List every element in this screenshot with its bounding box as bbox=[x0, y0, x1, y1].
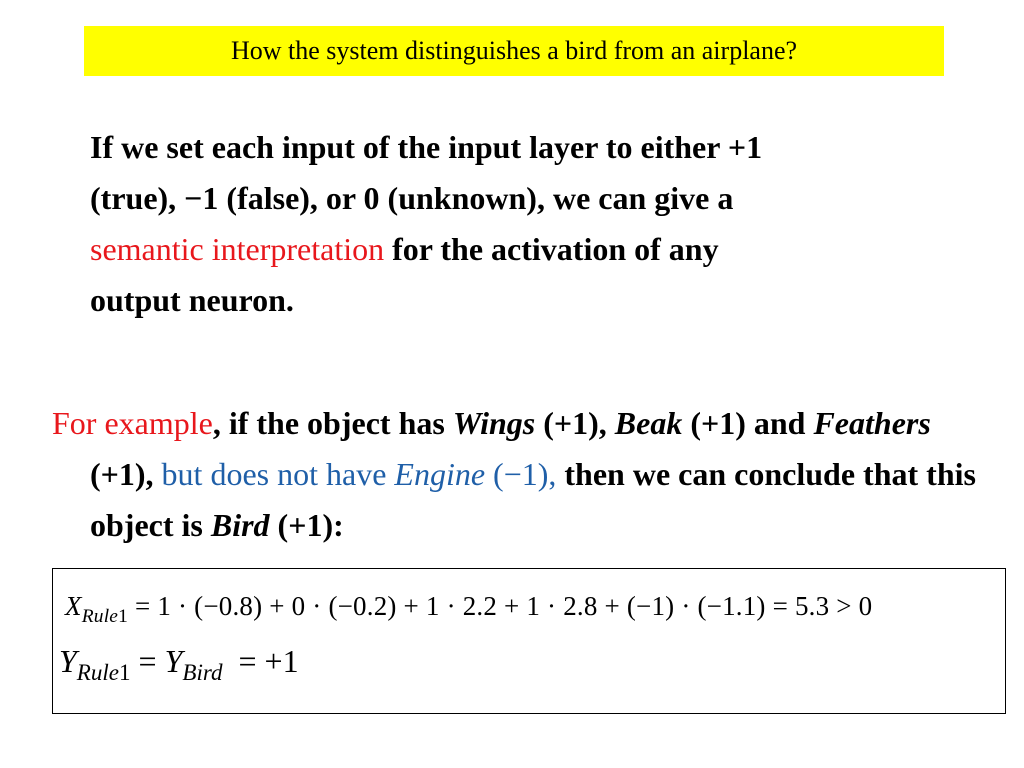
p1-line2: (true), −1 (false), or 0 (unknown), we can give a bbox=[90, 180, 734, 216]
slide-title bbox=[84, 26, 944, 76]
x-sub: Rule bbox=[81, 605, 119, 627]
p2-t5: then we can conclude that this object is bbox=[90, 456, 976, 543]
p2-t6: (+1): bbox=[269, 507, 344, 543]
x-rhs: = 1 · (−0.8) + 0 · (−0.2) + 1 · 2.2 + 1 · 2.8 + (−1) · (−1.1) = 5.3 > 0 bbox=[128, 591, 873, 621]
p2-blue2: (−1), bbox=[485, 456, 557, 492]
y-var2: Y bbox=[164, 643, 183, 679]
p2-t3: (+1) and bbox=[682, 405, 814, 441]
x-var: X bbox=[65, 591, 82, 621]
y-sub2: Bird bbox=[182, 659, 223, 686]
p2-wings: Wings bbox=[452, 405, 536, 441]
p1-highlight: semantic interpretation bbox=[90, 231, 385, 267]
y-rhs: = +1 bbox=[222, 643, 299, 679]
p1-line1: If we set each input of the input layer to either +1 bbox=[90, 129, 763, 165]
paragraph-input-semantics bbox=[90, 122, 950, 326]
slide-title-text: How the system distinguishes a bird from an airplane? bbox=[230, 36, 798, 65]
p2-beak: Beak bbox=[614, 405, 683, 441]
x-subnum: 1 bbox=[118, 605, 129, 627]
paragraph-example bbox=[52, 398, 992, 551]
y-subnum: 1 bbox=[119, 659, 131, 686]
p2-t4: (+1), bbox=[90, 456, 162, 492]
p2-feathers: Feathers bbox=[813, 405, 931, 441]
p1-line4: output neuron. bbox=[90, 282, 294, 318]
y-var: Y bbox=[59, 643, 77, 679]
p1-line3-rest: for the activation of any bbox=[384, 231, 719, 267]
p2-engine: Engine bbox=[394, 456, 486, 492]
formula-box bbox=[52, 568, 1006, 714]
y-sub: Rule bbox=[76, 659, 120, 686]
p2-t2: (+1), bbox=[535, 405, 615, 441]
p2-t1: , if the object has bbox=[212, 405, 453, 441]
p2-bird: Bird bbox=[210, 507, 270, 543]
y-mid: = bbox=[130, 643, 165, 679]
formula-y-rule1 bbox=[59, 643, 299, 686]
p2-lead: For example bbox=[52, 405, 213, 441]
p2-blue1: but does not have bbox=[161, 456, 395, 492]
formula-x-rule1 bbox=[65, 591, 873, 627]
